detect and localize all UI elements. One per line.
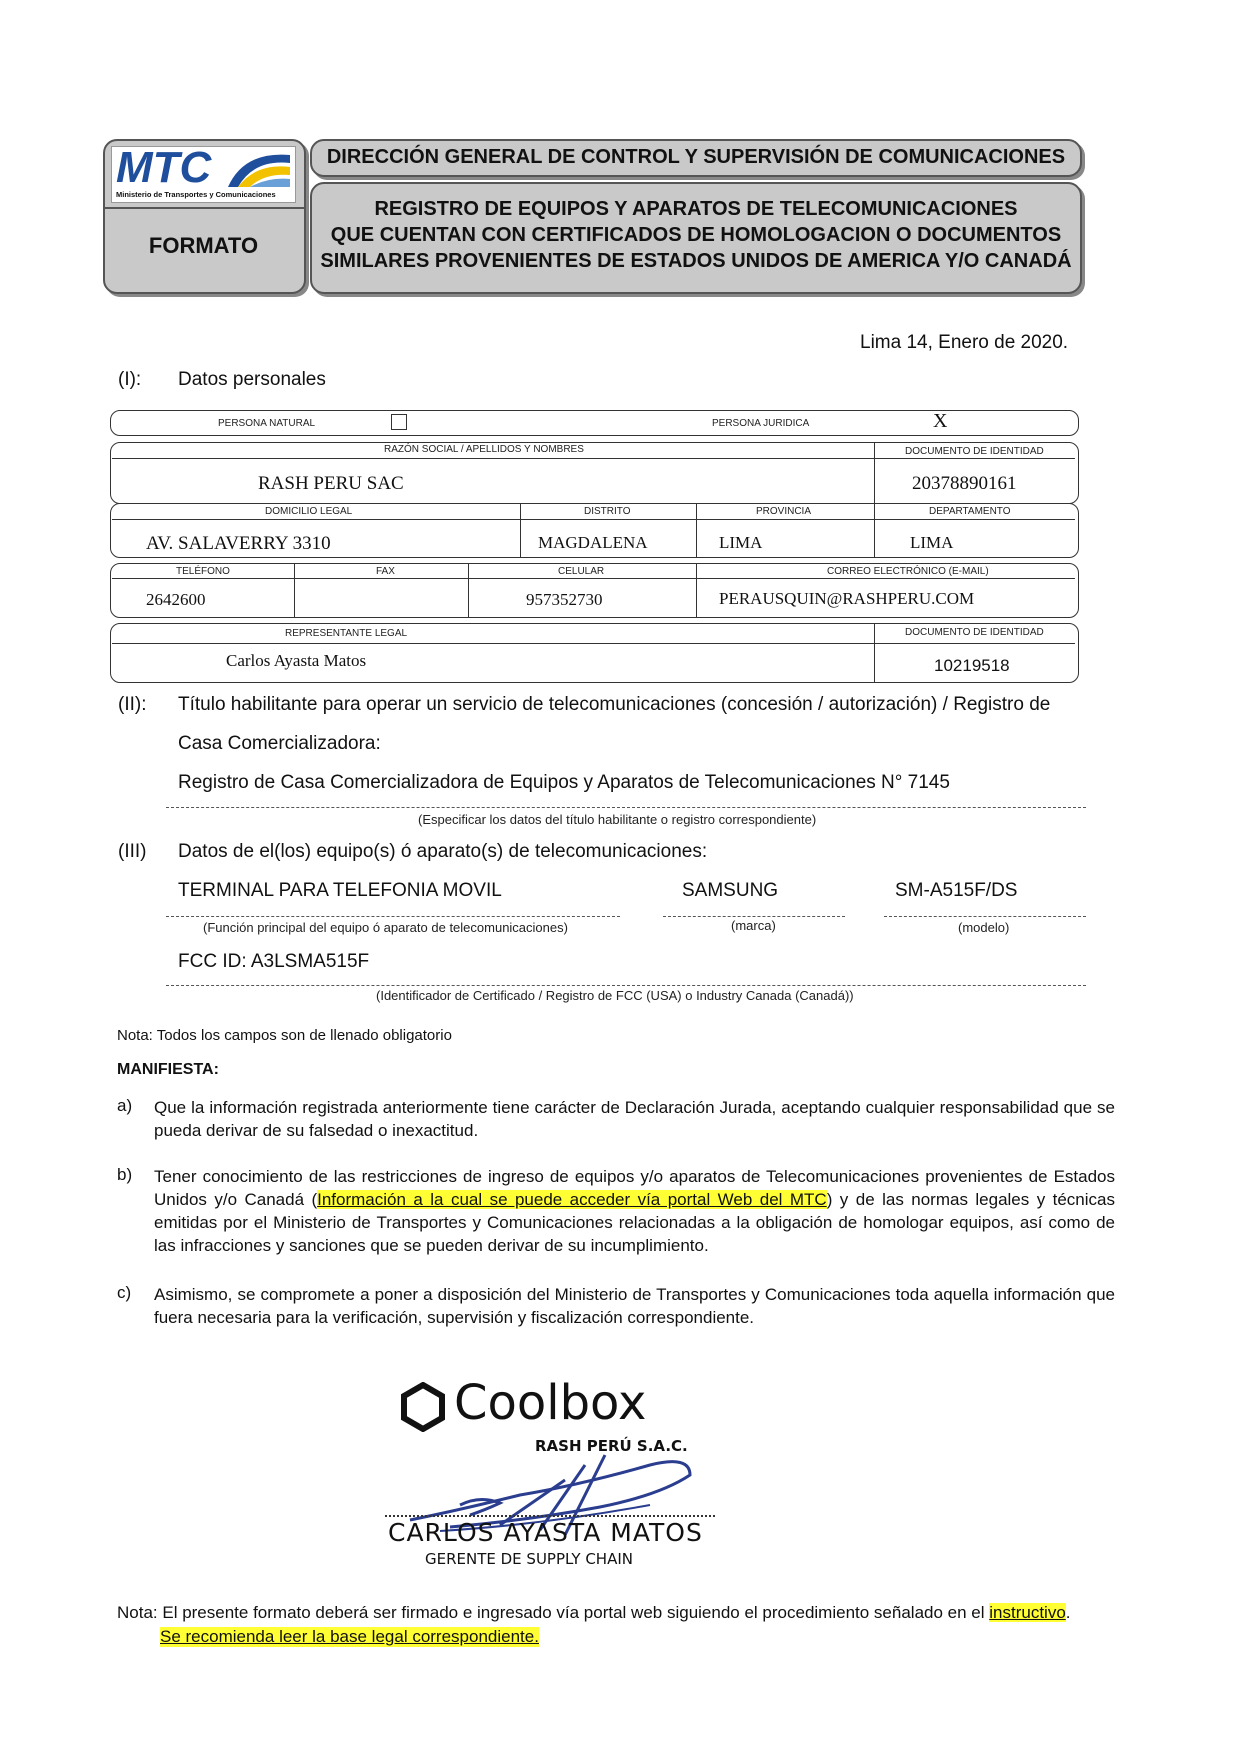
mtc-logo — [111, 143, 296, 203]
departamento-label: DEPARTAMENTO — [929, 506, 1011, 517]
doc-identidad-label: DOCUMENTO DE IDENTIDAD — [905, 446, 1044, 457]
section-1-number: (I): — [118, 369, 142, 390]
celular-label: CELULAR — [558, 566, 605, 577]
hexagon-logo-icon — [400, 1382, 446, 1432]
provincia-label: PROVINCIA — [756, 506, 812, 517]
formato-label: FORMATO — [148, 233, 259, 258]
domicilio-label: DOMICILIO LEGAL — [265, 506, 353, 517]
stamp-position: GERENTE DE SUPPLY CHAIN — [425, 1550, 633, 1568]
logo-divider — [103, 207, 304, 209]
logo-subtitle: Ministerio de Transportes y Comunicaciones — [116, 190, 276, 199]
celular-value[interactable]: 957352730 — [526, 590, 603, 609]
logo-swoosh-icon — [224, 149, 294, 189]
distrito-value[interactable]: MAGDALENA — [538, 533, 648, 552]
stamp-name: CARLOS AYASTA MATOS — [388, 1518, 703, 1547]
fcc-caption: (Identificador de Certificado / Registro de FCC (USA) o Industry Canada (Canadá)) — [376, 988, 854, 1003]
email-label: CORREO ELECTRÓNICO (E-MAIL) — [827, 566, 989, 577]
item-a-letter: a) — [117, 1096, 133, 1115]
manifiesta-heading: MANIFIESTA: — [117, 1061, 219, 1078]
fcc-line — [166, 985, 1086, 986]
fcc-value[interactable]: FCC ID: A3LSMA515F — [178, 951, 370, 972]
funcion-caption: (Función principal del equipo ó aparato de telecomunicaciones) — [203, 920, 568, 935]
section-2-caption: (Especificar los datos del título habilitante o registro correspondiente) — [418, 812, 817, 827]
item-b-text — [154, 1165, 1115, 1257]
base-legal-link[interactable]: Se recomienda leer la base legal correspondiente. — [160, 1627, 539, 1646]
title-line-1: REGISTRO DE EQUIPOS Y APARATOS DE TELECOMUNICACIONES — [374, 198, 1018, 220]
direccion-title: DIRECCIÓN GENERAL DE CONTROL Y SUPERVISIÓN DE COMUNICACIONES — [326, 146, 1066, 168]
contacto-colsep-3 — [696, 563, 697, 618]
section-2-title-1: Título habilitante para operar un servicio de telecomunicaciones (concesión / autorización) / Registro de — [178, 694, 1051, 715]
razon-social-label: RAZÓN SOCIAL / APELLIDOS Y NOMBRES — [384, 444, 584, 455]
telefono-value[interactable]: 2642600 — [146, 590, 206, 609]
funcion-value[interactable]: TERMINAL PARA TELEFONIA MOVIL — [178, 880, 502, 901]
company-stamp — [380, 1365, 720, 1568]
section-2-title-2: Casa Comercializadora: — [178, 733, 381, 754]
persona-juridica-checkbox[interactable] — [920, 410, 960, 434]
modelo-line — [884, 916, 1086, 917]
section-2-line — [166, 807, 1086, 808]
persona-natural-checkbox[interactable] — [391, 414, 407, 430]
marca-caption: (marca) — [731, 918, 776, 933]
fax-label: FAX — [376, 566, 395, 577]
persona-juridica-mark: X — [933, 410, 948, 432]
footer-end: . — [1065, 1603, 1071, 1622]
item-c-letter: c) — [117, 1283, 132, 1302]
modelo-value[interactable]: SM-A515F/DS — [895, 880, 1018, 901]
date: Lima 14, Enero de 2020. — [860, 332, 1069, 353]
doc-identidad2-label: DOCUMENTO DE IDENTIDAD — [905, 627, 1044, 638]
direccion-box — [310, 139, 1082, 177]
section-3-title: Datos de el(los) equipo(s) ó aparato(s) de telecomunicaciones: — [178, 841, 708, 862]
instructivo-link[interactable]: instructivo — [989, 1603, 1066, 1622]
item-b-letter: b) — [117, 1165, 133, 1184]
item-a-text: Que la información registrada anteriormente tiene carácter de Declaración Jurada, aceptando cualquier responsabilidad que se pueda derivar de su falsedad o inexactitud. — [154, 1098, 1115, 1140]
title-line-2: QUE CUENTAN CON CERTIFICADOS DE HOMOLOGACION O DOCUMENTOS — [330, 224, 1062, 246]
logo-text: MTC — [116, 143, 212, 192]
title-line-3: SIMILARES PROVENIENTES DE ESTADOS UNIDOS DE AMERICA Y/O CANADÁ — [320, 250, 1072, 272]
section-3-number: (III) — [118, 841, 147, 862]
domicilio-divider — [112, 519, 1075, 520]
representante-value[interactable]: Carlos Ayasta Matos — [226, 651, 367, 670]
distrito-label: DISTRITO — [584, 506, 631, 517]
doc-identidad2-value[interactable]: 10219518 — [934, 656, 1010, 675]
contacto-divider — [112, 578, 1075, 579]
representante-label: REPRESENTANTE LEGAL — [285, 628, 408, 639]
item-b-text-2: ) y de las normas legales y técnicas emitidas por el Ministerio de Transportes y Comunicaciones relacionadas a la obligación de homologar equipos, así como de las infracciones y sanciones que se pueden derivar de su incumplimiento. — [154, 1190, 1115, 1255]
domicilio-colsep-3 — [874, 503, 875, 558]
razon-social-value[interactable]: RASH PERU SAC — [258, 473, 404, 494]
contacto-colsep-2 — [468, 563, 469, 618]
telefono-label: TELÉFONO — [176, 566, 230, 577]
domicilio-colsep-1 — [520, 503, 521, 558]
item-c-text: Asimismo, se compromete a poner a disposición del Ministerio de Transportes y Comunicaciones toda aquella información que fuera necesaria para la verificación, supervisión y fiscalización correspondiente. — [154, 1285, 1115, 1327]
nota-obligatorio: Nota: Todos los campos son de llenado obligatorio — [117, 1027, 452, 1044]
stamp-company: RASH PERÚ S.A.C. — [535, 1437, 688, 1455]
mtc-portal-link[interactable]: Información a la cual se puede acceder vía portal Web del MTC — [317, 1190, 827, 1209]
modelo-caption: (modelo) — [958, 920, 1010, 935]
persona-juridica-label: PERSONA JURIDICA — [712, 418, 810, 429]
marca-line — [663, 916, 845, 917]
representante-divider — [112, 643, 1075, 644]
persona-natural-label: PERSONA NATURAL — [218, 418, 316, 429]
razon-social-colsep — [874, 442, 875, 504]
doc-identidad-value[interactable]: 20378890161 — [912, 473, 1017, 494]
provincia-value[interactable]: LIMA — [719, 533, 763, 552]
funcion-line — [166, 916, 620, 917]
contacto-colsep-1 — [294, 563, 295, 618]
signature-dotted-line — [385, 1515, 715, 1517]
domicilio-value[interactable]: AV. SALAVERRY 3310 — [146, 533, 331, 554]
section-2-number: (II): — [118, 694, 147, 715]
footer-note — [117, 1603, 1071, 1623]
domicilio-colsep-2 — [696, 503, 697, 558]
section-1-title: Datos personales — [178, 369, 326, 390]
marca-value[interactable]: SAMSUNG — [682, 880, 779, 901]
section-2-value[interactable]: Registro de Casa Comercializadora de Equipos y Aparatos de Telecomunicaciones N° 7145 — [178, 772, 950, 793]
item-b-text-1: Tener conocimiento de las restricciones de ingreso de equipos y/o aparatos de Telecomunicaciones provenientes de Estados Unidos y/o Canadá ( — [154, 1167, 1115, 1209]
stamp-brand: Coolbox — [454, 1375, 647, 1431]
departamento-value[interactable]: LIMA — [910, 533, 954, 552]
representante-colsep — [874, 623, 875, 683]
footer-text: Nota: El presente formato deberá ser firmado e ingresado vía portal web siguiendo el procedimiento señalado en el — [117, 1603, 990, 1622]
title-box — [310, 182, 1082, 294]
email-value[interactable]: PERAUSQUIN@RASHPERU.COM — [719, 589, 975, 608]
razon-social-divider — [112, 458, 1075, 459]
